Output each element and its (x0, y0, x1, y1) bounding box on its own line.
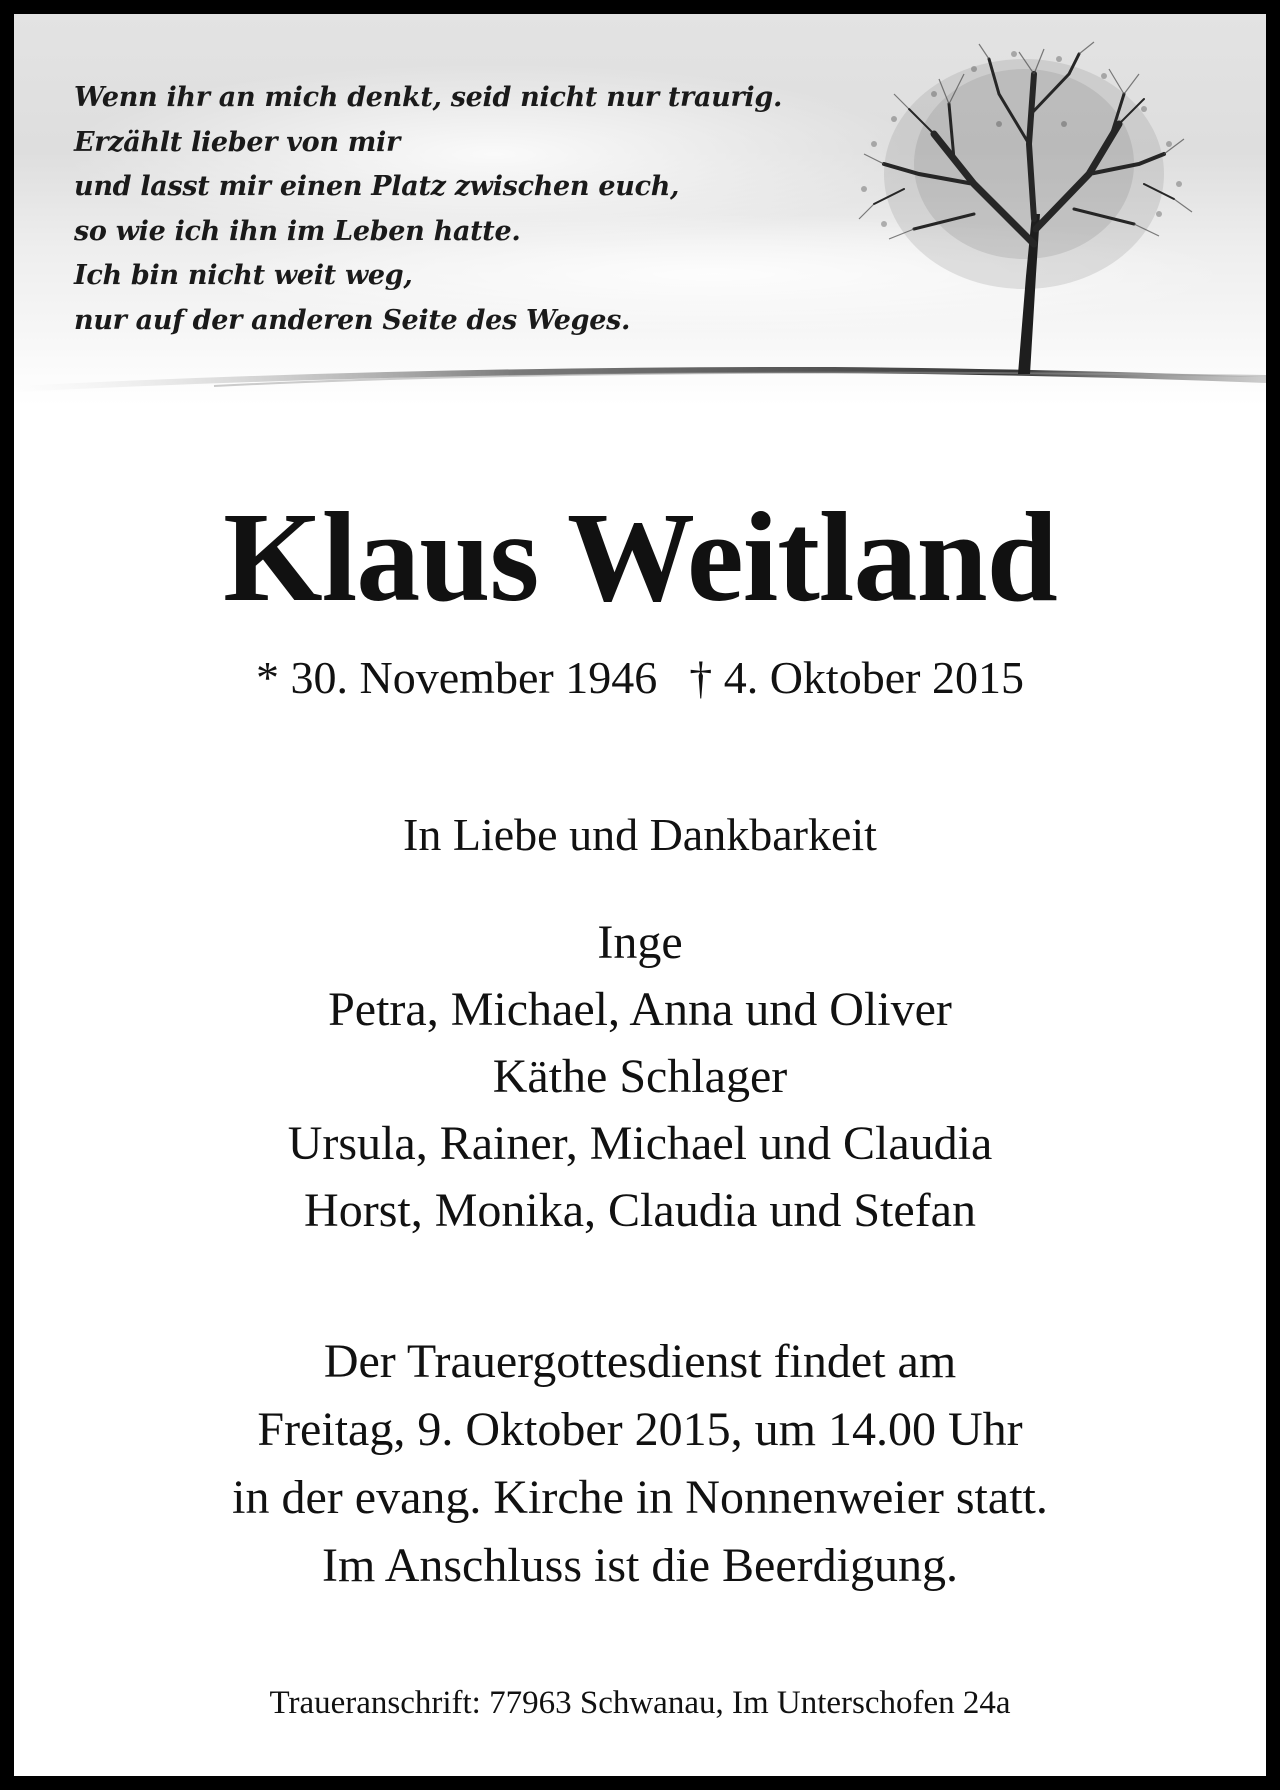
mourning-address: Traueranschrift: 77963 Schwanau, Im Unterschofen 24a (269, 1685, 1011, 1721)
poem-line: Erzählt lieber von mir (74, 126, 400, 158)
family-list (14, 909, 1266, 1244)
service-line: Der Trauergottesdienst findet am (323, 1335, 957, 1388)
poem-line: Wenn ihr an mich denkt, seid nicht nur traurig. (74, 82, 783, 113)
service-line: in der evang. Kirche in Nonnenweier statt. (232, 1471, 1048, 1524)
family-line: Inge (597, 916, 683, 969)
family-line: Ursula, Rainer, Michael und Claudia (287, 1117, 993, 1170)
dedication: In Liebe und Dankbarkeit (403, 809, 877, 860)
poem-line: Ich bin nicht weit weg, (74, 260, 413, 291)
poem-line: nur auf der anderen Seite des Weges. (74, 304, 631, 336)
service-line: Freitag, 9. Oktober 2015, um 14.00 Uhr (257, 1403, 1023, 1456)
poem-line: und lasst mir einen Platz zwischen euch, (74, 171, 680, 202)
deceased-name: Klaus Weitland (223, 486, 1057, 628)
poem (74, 76, 782, 343)
header-banner (14, 14, 1266, 406)
family-line: Käthe Schlager (492, 1050, 788, 1103)
service-info (14, 1328, 1266, 1600)
family-line: Horst, Monika, Claudia und Stefan (304, 1184, 976, 1237)
birth-date: * 30. November 1946 (256, 652, 658, 703)
death-date: † 4. Oktober 2015 (689, 652, 1024, 703)
poem-line: so wie ich ihn im Leben hatte. (74, 215, 521, 247)
family-line: Petra, Michael, Anna und Oliver (328, 983, 952, 1036)
life-dates (14, 650, 1266, 706)
service-line: Im Anschluss ist die Beerdigung. (322, 1539, 958, 1592)
